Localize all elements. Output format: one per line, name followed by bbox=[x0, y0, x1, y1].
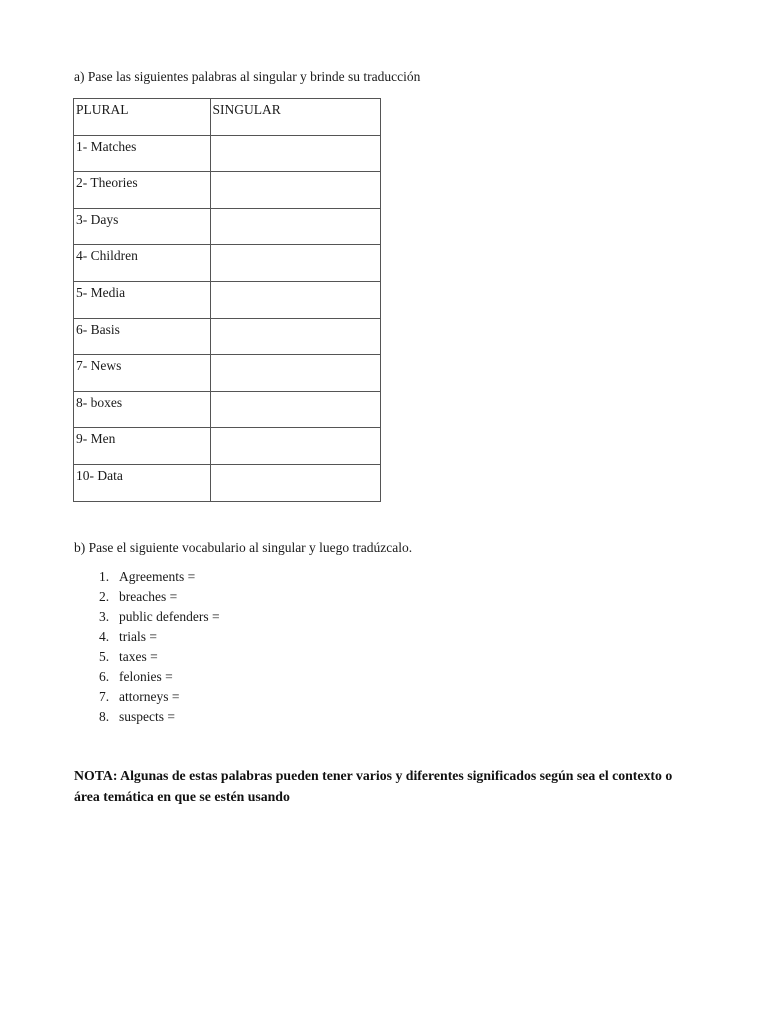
plural-word: 3- Days bbox=[76, 211, 119, 227]
list-number: 5. bbox=[99, 649, 110, 664]
plural-cell bbox=[74, 281, 211, 318]
plural-word: 7- News bbox=[76, 358, 122, 374]
plural-word: 10- Data bbox=[76, 467, 123, 483]
singular-answer bbox=[213, 245, 378, 248]
singular-answer bbox=[213, 319, 378, 322]
list-text: public defenders = bbox=[119, 609, 220, 624]
list-number: 2. bbox=[99, 589, 110, 604]
plural-word: 6- Basis bbox=[76, 321, 120, 337]
list-number: 4. bbox=[99, 629, 110, 644]
singular-cell[interactable] bbox=[210, 172, 380, 209]
plural-cell bbox=[74, 464, 211, 501]
list-text: breaches = bbox=[119, 589, 178, 604]
instruction-b: b) Pase el siguiente vocabulario al singular y luego tradúzcalo. bbox=[74, 540, 413, 555]
list-number: 7. bbox=[99, 689, 110, 704]
singular-cell[interactable] bbox=[210, 428, 380, 465]
plural-cell bbox=[74, 428, 211, 465]
header-singular-label: SINGULAR bbox=[212, 102, 281, 117]
plural-word: 9- Men bbox=[76, 431, 116, 447]
plural-word: 4- Children bbox=[76, 248, 138, 264]
table-row bbox=[74, 208, 381, 245]
singular-cell[interactable] bbox=[210, 135, 380, 172]
singular-answer bbox=[213, 209, 378, 212]
singular-answer bbox=[213, 428, 378, 431]
table-row bbox=[74, 355, 381, 392]
list-text: attorneys = bbox=[119, 689, 180, 704]
table-row bbox=[74, 428, 381, 465]
table-row bbox=[74, 318, 381, 355]
table-row bbox=[74, 464, 381, 501]
instruction-a: a) Pase las siguientes palabras al singular y brinde su traducción bbox=[74, 69, 421, 84]
singular-answer bbox=[213, 355, 378, 358]
list-number: 8. bbox=[99, 709, 110, 724]
plural-cell bbox=[74, 391, 211, 428]
singular-answer bbox=[213, 465, 378, 468]
note-paragraph: NOTA: Algunas de estas palabras pueden tener varios y diferentes significados según sea el contexto o área temática en que se estén usando bbox=[74, 768, 673, 804]
header-plural-label: PLURAL bbox=[76, 102, 129, 117]
plural-cell bbox=[74, 135, 211, 172]
singular-cell[interactable] bbox=[210, 245, 380, 282]
header-plural bbox=[74, 99, 211, 136]
list-number: 1. bbox=[99, 569, 110, 584]
singular-cell[interactable] bbox=[210, 464, 380, 501]
singular-answer bbox=[213, 136, 378, 139]
list-text: trials = bbox=[119, 629, 157, 644]
plural-singular-table bbox=[73, 98, 381, 502]
list-text: Agreements = bbox=[119, 569, 196, 584]
table-row bbox=[74, 391, 381, 428]
singular-cell[interactable] bbox=[210, 391, 380, 428]
header-singular bbox=[210, 99, 380, 136]
plural-word: 1- Matches bbox=[76, 138, 137, 154]
plural-word: 2- Theories bbox=[76, 175, 138, 191]
plural-cell bbox=[74, 318, 211, 355]
list-text: suspects = bbox=[119, 709, 175, 724]
list-text: taxes = bbox=[119, 649, 158, 664]
plural-cell bbox=[74, 172, 211, 209]
list-number: 3. bbox=[99, 609, 110, 624]
plural-cell bbox=[74, 355, 211, 392]
list-text: felonies = bbox=[119, 669, 173, 684]
plural-cell bbox=[74, 208, 211, 245]
singular-cell[interactable] bbox=[210, 355, 380, 392]
singular-cell[interactable] bbox=[210, 318, 380, 355]
singular-cell[interactable] bbox=[210, 208, 380, 245]
singular-answer bbox=[213, 282, 378, 285]
plural-word: 5- Media bbox=[76, 284, 126, 300]
table-row bbox=[74, 245, 381, 282]
plural-cell bbox=[74, 245, 211, 282]
singular-answer bbox=[213, 172, 378, 175]
list-number: 6. bbox=[99, 669, 110, 684]
singular-answer bbox=[213, 392, 378, 395]
plural-word: 8- boxes bbox=[76, 394, 123, 410]
table-row bbox=[74, 135, 381, 172]
singular-cell[interactable] bbox=[210, 281, 380, 318]
table-row bbox=[74, 172, 381, 209]
table-header-row bbox=[74, 99, 381, 136]
table-row bbox=[74, 281, 381, 318]
